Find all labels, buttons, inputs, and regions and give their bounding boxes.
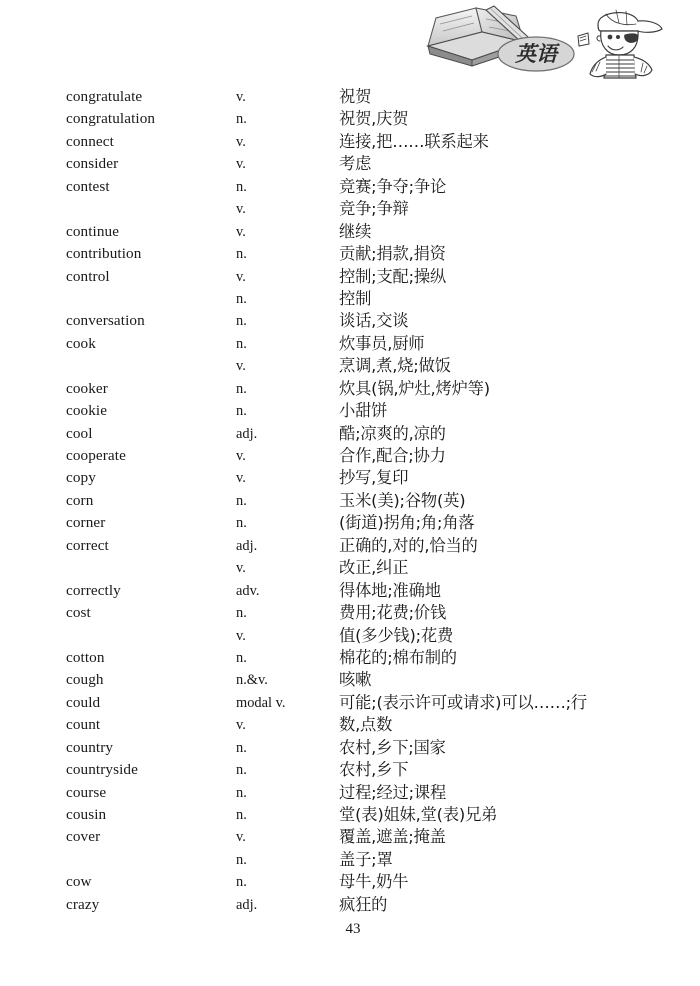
entry-part-of-speech: n. [236,762,247,779]
entry-word: cooker [66,379,108,397]
entry-part-of-speech: v. [236,448,246,464]
entry-word: copy [66,469,96,487]
entry-definition: 酷;凉爽的,凉的 [339,423,446,443]
entry-part-of-speech: n. [236,178,247,195]
entry-definition: (街道)拐角;角;角落 [339,513,475,533]
entry-definition: 正确的,对的,恰当的 [339,535,478,555]
entry-word: control [66,267,110,285]
glossary-entry-row [0,198,700,220]
entry-definition: 炊具(锅,炉灶,烤炉等) [339,378,490,398]
glossary-entry-row [0,512,700,534]
entry-definition: 可能;(表示许可或请求)可以……;行 [339,692,588,712]
entry-part-of-speech: v. [236,470,246,487]
glossary-entry-row [0,647,700,669]
entry-part-of-speech: v. [236,156,246,173]
entry-word: congratulation [66,110,156,128]
entry-part-of-speech: v. [236,201,246,218]
glossary-entry-row [0,400,700,422]
entry-definition: 贡献;捐款,捐资 [339,244,446,264]
entry-part-of-speech: adj. [236,425,258,442]
glossary-entry-row [0,131,700,153]
glossary-list [0,86,700,916]
entry-part-of-speech: v. [236,358,246,375]
entry-definition: 改正,纠正 [339,558,409,578]
entry-part-of-speech: v. [236,627,246,644]
entry-definition: 咳嗽 [339,670,372,690]
entry-definition: 过程;经过;课程 [339,782,447,802]
entry-definition: 祝贺 [339,87,372,106]
entry-definition: 烹调,煮,烧;做饭 [339,356,451,376]
page-number: 43 [345,921,361,937]
glossary-entry-row [0,378,700,400]
entry-part-of-speech: n. [236,515,247,532]
entry-part-of-speech: n. [236,784,247,801]
entry-word: course [66,783,107,801]
entry-word: country [66,738,114,756]
glossary-entry-row [0,221,700,243]
entry-word: cooperate [66,447,126,464]
entry-definition: 堂(表)姐妹,堂(表)兄弟 [339,805,498,824]
entry-word: cook [66,334,96,352]
entry-word: cousin [66,806,107,823]
entry-definition: 母牛,奶牛 [339,872,409,892]
entry-definition: 得体地;准确地 [339,580,441,600]
entry-word: contribution [66,245,142,263]
glossary-entry-row [0,445,700,467]
entry-definition: 竞赛;争夺;争论 [339,176,447,196]
cartoon-boy-with-cap-icon [578,10,662,78]
entry-word: connect [66,132,114,150]
entry-definition: 合作,配合;协力 [339,446,446,465]
glossary-entry-row [0,849,700,871]
entry-definition: 玉米(美);谷物(英) [339,490,466,510]
page-header [0,0,700,82]
entry-part-of-speech: v. [236,717,246,734]
entry-word: continue [66,222,120,240]
entry-definition: 连接,把……联系起来 [339,131,489,151]
entry-definition: 数,点数 [339,715,393,735]
entry-word: cool [66,424,93,442]
glossary-entry-row [0,423,700,445]
entry-definition: 费用;花费;价钱 [339,603,447,623]
glossary-entry-row [0,557,700,579]
glossary-entry-row [0,580,700,602]
subject-badge [498,37,574,71]
glossary-entry-row [0,535,700,557]
entry-part-of-speech: n. [236,335,247,352]
glossary-entry-row [0,176,700,198]
entry-part-of-speech: v. [236,223,246,240]
entry-definition: 覆盖,遮盖;掩盖 [339,827,446,847]
entry-part-of-speech: modal v. [236,694,286,711]
glossary-entry-row [0,602,700,624]
entry-definition: 祝贺,庆贺 [339,109,409,129]
entry-definition: 值(多少钱);花费 [339,625,454,645]
entry-definition: 竞争;争辩 [339,199,409,219]
entry-definition: 炊事员,厨师 [339,333,425,353]
entry-definition: 农村,乡下 [339,760,409,780]
entry-part-of-speech: adj. [236,896,258,913]
entry-word: countryside [66,761,138,779]
entry-word: correct [66,536,109,554]
entry-word: crazy [66,895,100,913]
entry-definition: 继续 [339,221,372,241]
badge-text: 英语 [515,42,557,66]
entry-part-of-speech: n. [236,403,247,420]
entry-part-of-speech: n. [236,851,247,868]
glossary-entry-row [0,826,700,848]
glossary-entry-row [0,669,700,691]
header-art-svg [420,2,670,80]
glossary-entry-row [0,782,700,804]
glossary-entry-row [0,333,700,355]
entry-definition: 抄写,复印 [339,468,409,488]
glossary-entry-row [0,692,700,714]
entry-definition: 考虑 [339,154,372,174]
entry-definition: 小甜饼 [339,401,388,421]
entry-word: cough [66,671,104,689]
entry-definition: 谈话,交谈 [339,311,409,331]
glossary-entry-row [0,894,700,916]
glossary-entry-row [0,759,700,781]
entry-word: congratulate [66,88,143,105]
entry-word: could [66,693,101,711]
entry-part-of-speech: v. [236,829,246,846]
glossary-entry-row [0,871,700,893]
entry-part-of-speech: n.&v. [236,672,268,689]
entry-word: consider [66,155,119,173]
entry-word: cow [66,873,92,891]
glossary-entry-row [0,467,700,489]
glossary-entry-row [0,108,700,130]
glossary-entry-row [0,355,700,377]
entry-part-of-speech: v. [236,268,246,285]
entry-definition: 控制 [339,288,372,308]
entry-word: contest [66,177,110,195]
entry-definition: 盖子;罩 [339,849,393,869]
header-illustration [420,2,670,80]
glossary-entry-row [0,266,700,288]
glossary-entry-row [0,714,700,736]
glossary-entry-row [0,625,700,647]
entry-part-of-speech: n. [236,111,247,128]
entry-part-of-speech: n. [236,380,247,397]
entry-word: conversation [66,312,145,330]
glossary-entry-row [0,737,700,759]
glossary-entry-row [0,86,700,108]
entry-word: cookie [66,402,108,420]
entry-word: corner [66,514,106,532]
entry-word: correctly [66,581,121,599]
entry-part-of-speech: adj. [236,537,258,554]
entry-definition: 棉花的;棉布制的 [339,647,457,667]
glossary-entry-row [0,288,700,310]
entry-word: cost [66,604,91,622]
entry-part-of-speech: n. [236,246,247,263]
entry-definition: 控制;支配;操纵 [339,266,447,286]
entry-part-of-speech: n. [236,874,247,891]
entry-word: cotton [66,648,105,666]
entry-part-of-speech: v. [236,89,246,105]
entry-part-of-speech: n. [236,492,247,509]
glossary-entry-row [0,490,700,512]
entry-part-of-speech: n. [236,807,247,823]
entry-part-of-speech: adv. [236,582,260,599]
entry-word: cover [66,828,101,846]
entry-definition: 农村,乡下;国家 [339,737,446,757]
entry-word: count [66,716,101,734]
entry-part-of-speech: v. [236,560,246,577]
entry-part-of-speech: n. [236,605,247,622]
glossary-entry-row [0,243,700,265]
entry-part-of-speech: n. [236,313,247,330]
entry-part-of-speech: n. [236,649,247,666]
entry-word: corn [66,491,94,509]
glossary-entry-row [0,310,700,332]
entry-part-of-speech: v. [236,133,246,150]
entry-definition: 疯狂的 [339,894,388,914]
page-footer [0,920,700,938]
glossary-entry-row [0,153,700,175]
entry-part-of-speech: n. [236,739,247,756]
entry-part-of-speech: n. [236,290,247,307]
glossary-entry-row [0,804,700,826]
